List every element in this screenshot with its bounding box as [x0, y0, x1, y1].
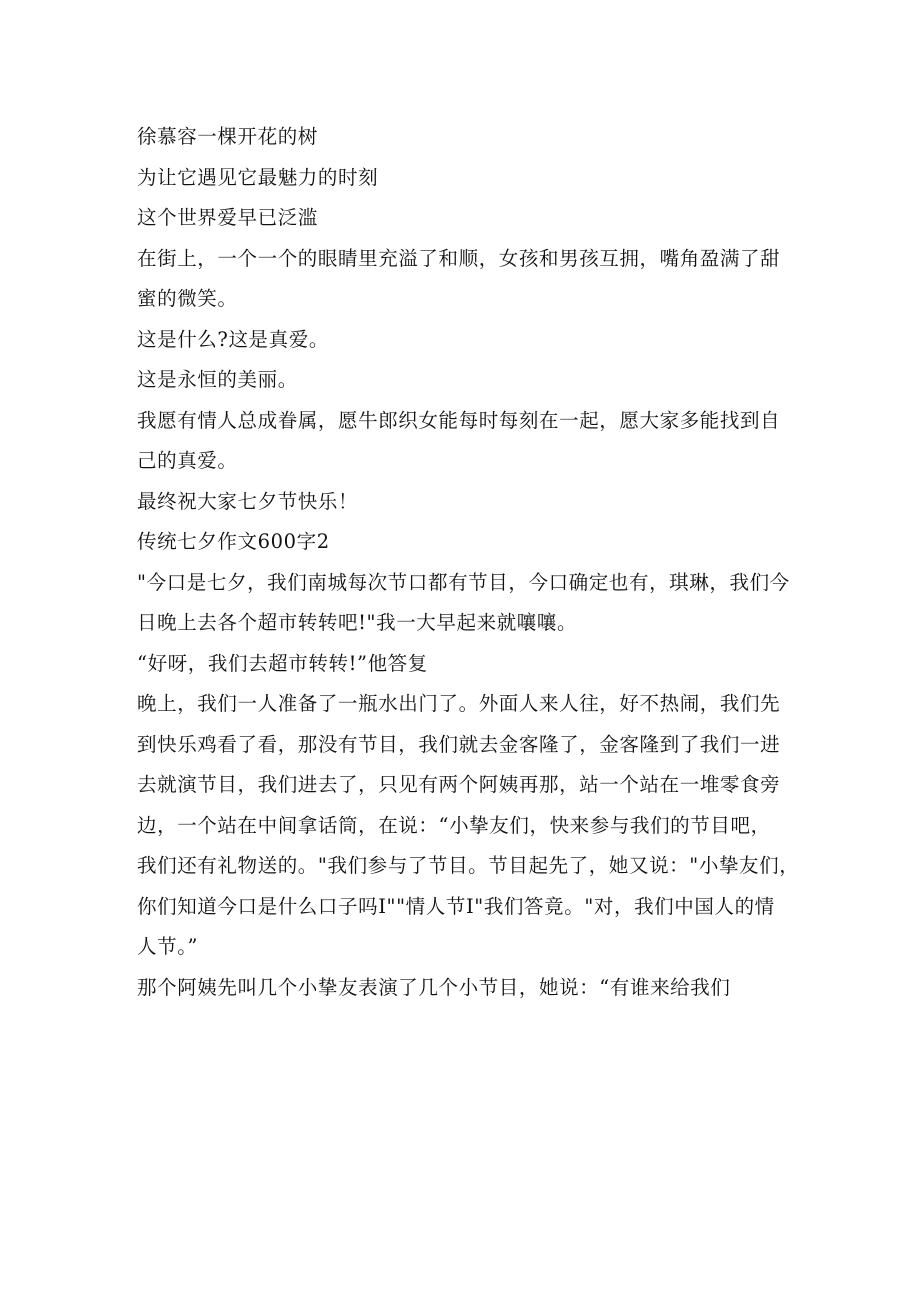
text-line: 这是什么?这是真爱。 [137, 327, 329, 351]
text-line: 晚上，我们一人准备了一瓶水出门了。外面人来人往，好不热闹，我们先 [137, 692, 781, 715]
text-line: 蜜的微笑。 [137, 287, 238, 310]
text-line: 己的真爱。 [137, 449, 238, 472]
text-line: “好呀，我们去超市转转!”他答复 [137, 651, 428, 675]
text-line: 徐慕容一棵开花的树 [137, 125, 318, 148]
text-line: 边，一个站在中间拿话筒，在说：“小挚友们，快来参与我们的节目吧， [137, 813, 771, 837]
text-line: 我愿有情人总成眷属，愿牛郎织女能每时每刻在一起，愿大家多能找到自 [137, 408, 781, 432]
text-line: 为让它遇见它最魅力的时刻 [137, 165, 379, 189]
text-line: 人节。” [137, 935, 199, 958]
section-heading: 传统七夕作文600字2 [137, 530, 330, 553]
text-line: 最终祝大家七夕节快乐！ [137, 489, 359, 513]
text-line: 日晚上去各个超市转转吧!"我一大早起来就嚷嚷。 [137, 611, 578, 634]
text-line: 这是永恒的美丽。 [137, 368, 298, 391]
text-line: 去就演节目，我们进去了，只见有两个阿姨再那，站一个站在一堆零食旁 [137, 773, 781, 796]
text-line: 这个世界爱早已泛滥 [137, 206, 318, 229]
text-line: 在街上，一个一个的眼睛里充溢了和顺，女孩和男孩互拥，嘴角盈满了甜 [137, 246, 781, 270]
text-line: 我们还有礼物送的。"我们参与了节目。节目起先了，她又说："小挚友们， [137, 854, 800, 877]
text-line: 你们知道今口是什么口子吗I""情人节I"我们答竟。"对，我们中国人的情 [137, 894, 775, 918]
text-line: 那个阿姨先叫几个小挚友表演了几个小节目，她说：“有谁来给我们 [137, 975, 731, 999]
text-line: 到快乐鸡看了看，那没有节目，我们就去金客隆了，金客隆到了我们一进 [137, 732, 781, 756]
document-body [137, 117, 800, 1008]
text-line: "今口是七夕，我们南城每次节口都有节目，今口确定也有，琪琳，我们今 [137, 570, 790, 594]
